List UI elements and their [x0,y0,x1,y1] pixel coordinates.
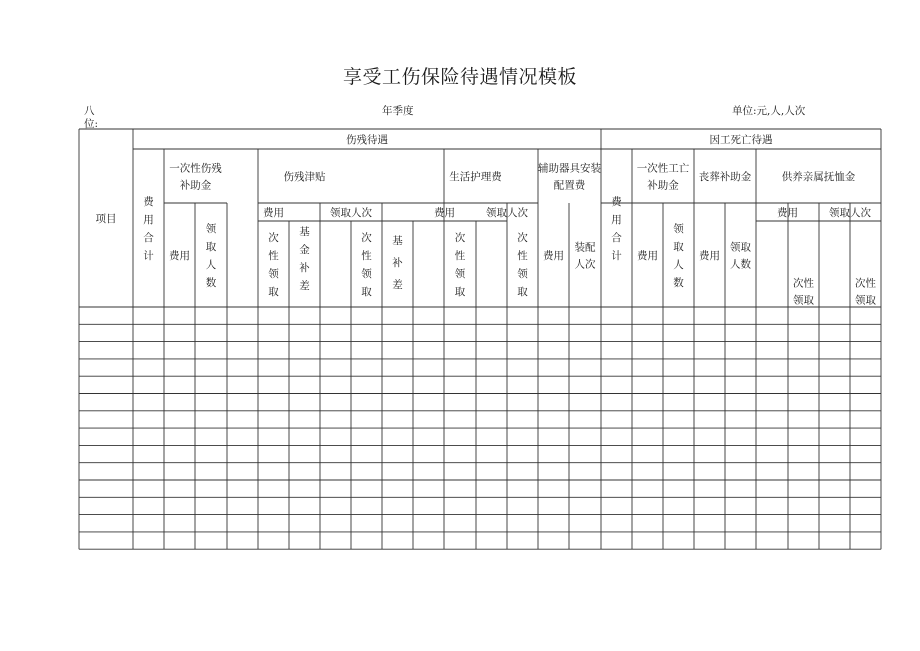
cell-death-total: 费用合计 [611,196,622,262]
cell-disability-aids_count: 装配人次 [574,241,596,271]
cell-disability-allowance_count_fund: 基补差 [392,235,403,291]
cell-disability-allowance: 伤残津贴 [283,171,326,183]
cell-disability-aids: 辅助器具安装配置费 [538,162,601,192]
cell-item: 项目 [95,213,117,225]
cell-disability-lump_count: 领取人数 [205,223,217,289]
cell-disability-lump_fee: 费用 [169,250,190,262]
cell-disability-nursing_fee: 费用 [434,207,455,219]
cell-disability-allowance_count: 领取人次 [330,207,372,219]
period-label: 年季度 [382,105,414,117]
cell-disability-nursing_fee_once: 次性领取 [454,232,466,298]
cell-death-funeral: 丧葬补助金 [698,171,752,183]
cell-death-pension_fee_once: 次性领取 [793,277,814,307]
cell-disability-allowance_fee_once: 次性领取 [268,232,279,298]
cell-death-title: 因工死亡待遇 [709,134,773,146]
cell-disability-title: 伤残待遇 [346,134,388,146]
cell-disability-allowance_fee: 费用 [263,207,284,219]
page-title: 享受工伤保险待遇情况模板 [342,66,577,88]
cell-death-pension_fee: 费用 [777,207,798,219]
cell-death-funeral_count: 领取人数 [730,241,751,271]
cell-disability-nursing: 生活护理费 [449,171,502,183]
cell-disability-aids_fee: 费用 [543,250,564,262]
cell-death-funeral_fee: 费用 [699,250,720,262]
cell-disability-allowance_fee_fund: 基金补差 [299,226,310,292]
cell-death-lump_fee: 费用 [637,250,658,262]
cell-disability-nursing_count: 领取人次 [486,207,528,219]
cell-death-pension: 供养亲属抚恤金 [781,171,856,183]
unit-label: 单位:元,人,人次 [732,105,806,117]
unit-name-label: 八 [84,105,95,117]
cell-death-lump_count: 领取人数 [673,223,684,289]
cell-disability-allowance_count_once: 次性领取 [361,232,372,298]
cell-death-pension_count: 领取人次 [829,207,871,219]
cell-death-lump_sum: 一次性工亡补助金 [636,162,690,192]
cell-disability-lump_sum: 一次性伤残补助金 [169,162,222,192]
cell-disability-nursing_count_once: 次性领取 [517,232,528,298]
cell-disability-total: 费用合计 [143,196,154,262]
unit-name-label-cont: 位: [84,118,99,130]
cell-death-pension_count_once: 次性领取 [855,277,876,307]
